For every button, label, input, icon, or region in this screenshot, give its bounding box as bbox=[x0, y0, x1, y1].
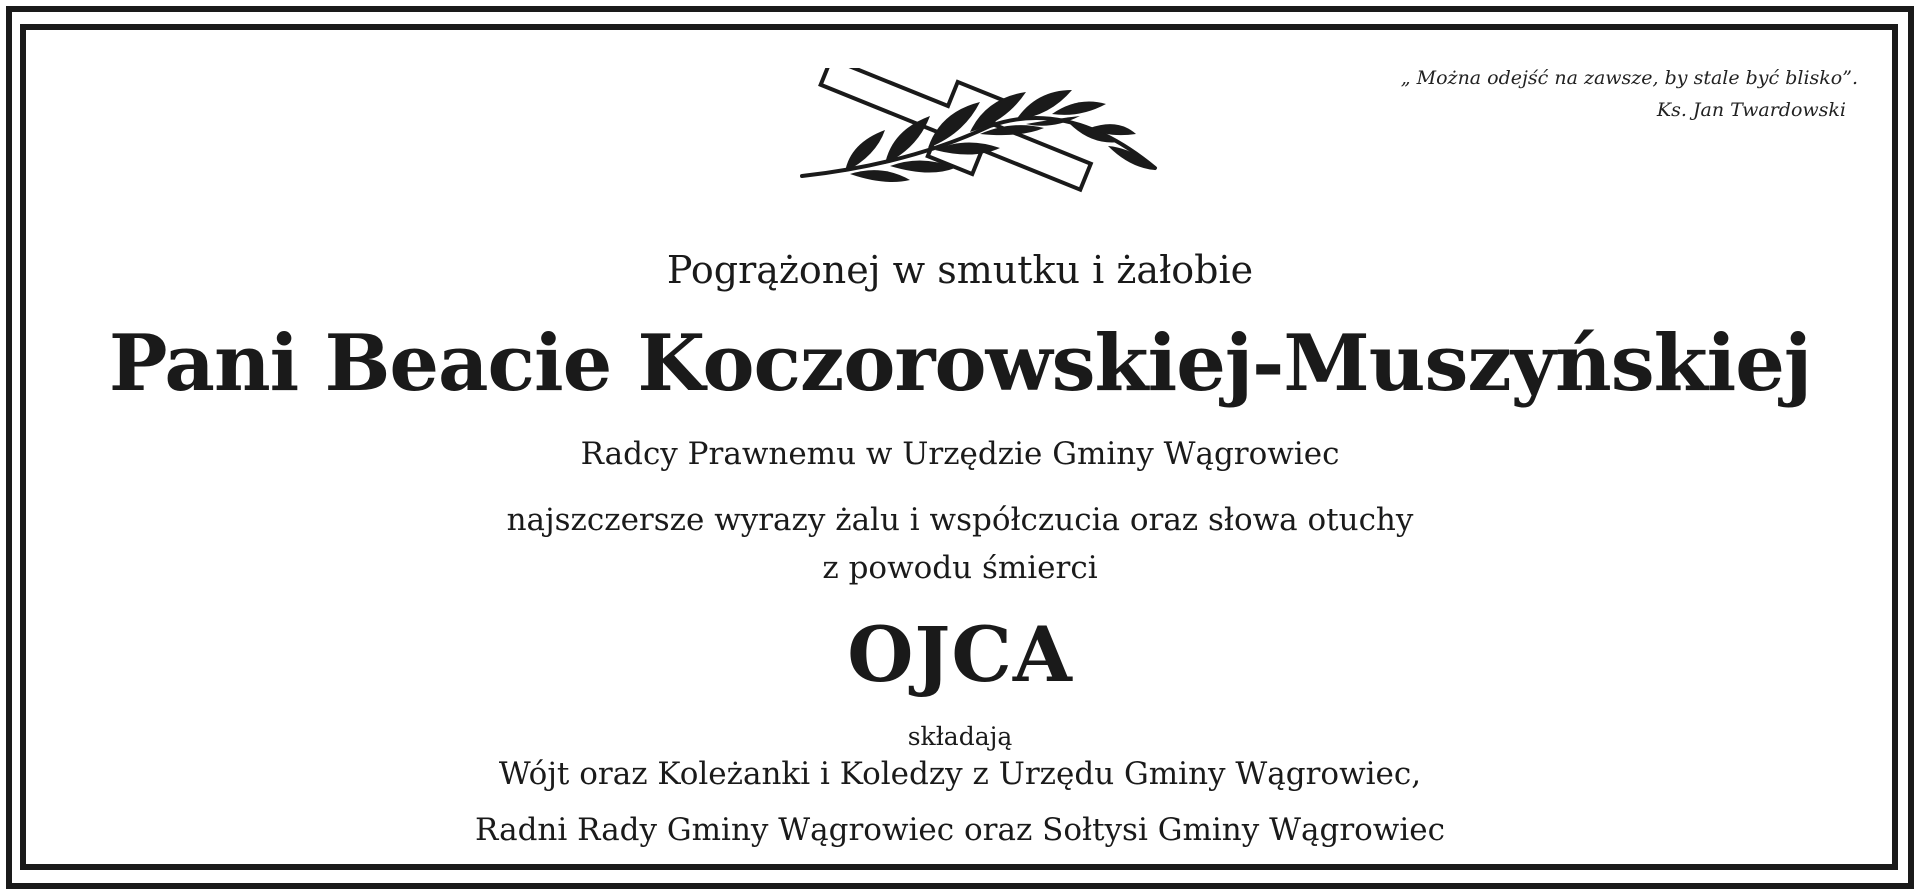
condolence-line-1: najszczersze wyrazy żalu i współczucia oraz słowa otuchy bbox=[506, 502, 1414, 538]
signing-verb: składają bbox=[907, 722, 1013, 751]
senders-line-1: Wójt oraz Koleżanki i Koledzy z Urzędu Gminy Wągrowiec, bbox=[498, 756, 1422, 792]
recipient-name: Pani Beacie Koczorowskiej-Muszyńskiej bbox=[108, 318, 1812, 409]
deceased-relation: OJCA bbox=[847, 610, 1073, 699]
recipient-role: Radcy Prawnemu w Urzędzie Gminy Wągrowiec bbox=[580, 436, 1340, 472]
condolence-line-2: z powodu śmierci bbox=[822, 550, 1098, 586]
quote-text: „ Można odejść na zawsze, by stale być blisko”. bbox=[1400, 67, 1858, 89]
quote-author: Ks. Jan Twardowski bbox=[1656, 99, 1846, 121]
cross-with-palm-branch-icon bbox=[790, 68, 1160, 193]
intro-line: Pogrążonej w smutku i żałobie bbox=[666, 248, 1254, 292]
senders-line-2: Radni Rady Gminy Wągrowiec oraz Sołtysi Gminy Wągrowiec bbox=[475, 812, 1445, 848]
quote-block bbox=[1401, 62, 1858, 126]
